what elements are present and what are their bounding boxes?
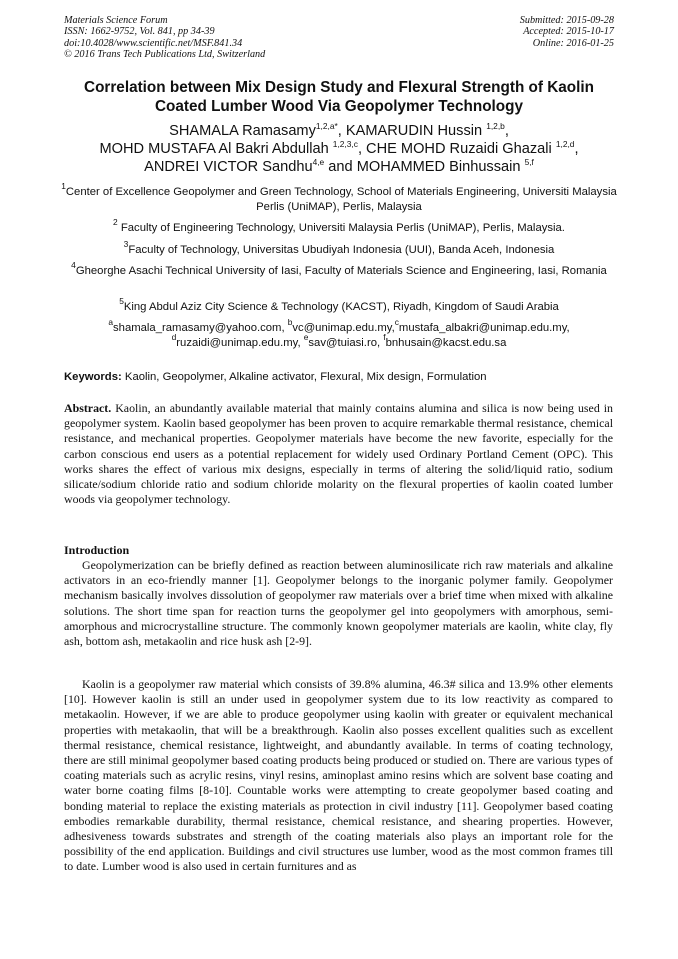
- author-superscript: 1,2,3,c: [332, 139, 358, 149]
- journal-info: [64, 15, 265, 61]
- online-date: Online: 2016-01-25: [532, 37, 614, 49]
- author-superscript: 1,2,b: [486, 121, 505, 131]
- author-name: SHAMALA Ramasamy: [169, 123, 316, 139]
- abstract-text: Kaolin, an abundantly available material that mainly contains alumina and silica is now being used in geopolymer system. Kaolin based geopolymer has been proven to acquire remarkable thermal resistance, chemical resistance, and mechanical properties. Geopolymer materials have become the new favorite, especially for the carbon conscious end users as a potential replacement for widely used Ordinary Portland Cement (OPC). This works shares the effect of various mix designs, especially in terms of altering the solid/liquid ratio, sodium silicate/sodium chloride ratio and sodium chloride molarity on the flexural properties of kaolin coated lumber woods via geopolymer technology.: [64, 401, 613, 507]
- email-link[interactable]: shamala_ramasamy@yahoo.com,: [113, 322, 288, 334]
- abstract: [64, 401, 613, 507]
- author-superscript: 1,2,d: [555, 139, 575, 149]
- affiliation-5: $^5$King Abdul Aziz City Science & Technology (KACST), Riyadh, Kingdom of Saudi Arabia: [119, 296, 559, 313]
- accepted-date: Accepted: 2015-10-17: [523, 26, 614, 38]
- keywords-label: Keywords:: [64, 371, 122, 383]
- author-superscript: 4,e: [312, 157, 325, 167]
- affiliation-2: $^2$ Faculty of Engineering Technology, Universiti Malaysia Perlis (UniMAP), Perlis, Malaysia.: [113, 217, 565, 234]
- keywords: [64, 370, 624, 384]
- journal-name: Materials Science Forum: [64, 15, 168, 26]
- author-name: CHE MOHD Ruzaidi Ghazali: [366, 141, 556, 157]
- paper-title: [50, 78, 628, 116]
- submitted-date: Submitted: 2015-09-28: [519, 15, 614, 26]
- journal-doi: doi:10.4028/www.scientific.net/MSF.841.34: [64, 37, 243, 49]
- author-superscript: 1,2,a*: [315, 121, 338, 131]
- submission-dates: [520, 15, 614, 49]
- email-link[interactable]: vc@unimap.edu.my,: [292, 322, 395, 334]
- email-link[interactable]: bnhusain@kacst.edu.sa: [385, 336, 507, 349]
- affiliation-1: $^1$Center of Excellence Geopolymer and Green Technology, School of Materials Engineering, Universiti Malaysia Perlis (UniMAP), Perlis, Malaysia: [61, 181, 617, 213]
- author-superscript: 5,f: [524, 157, 534, 167]
- affiliation-3: $^3$Faculty of Technology, Universitas Ubudiyah Indonesia (UUI), Banda Aceh, Indonesia: [123, 239, 555, 256]
- author-list: SHAMALA Ramasamy$^{1,2,a*}$, KAMARUDIN Hussin $^{1,2,b}$, MOHD MUSTAFA Al Bakri Abdullah $^{1,2,3,c}$, CHE MOHD Ruzaidi Ghazali $^{1,2,d}$, ANDREI VICTOR Sandhu$^{4,e}$ and MOHAMMED Binhussain $^{5,f}$: [99, 121, 579, 175]
- email-link[interactable]: mustafa_albakri@unimap.edu.my,: [398, 322, 570, 334]
- section-heading-introduction: Introduction: [64, 543, 130, 557]
- author-name: KAMARUDIN Hussin: [345, 123, 487, 139]
- title-line-2: Coated Lumber Wood Via Geopolymer Technology: [154, 98, 524, 115]
- title-line-1: Correlation between Mix Design Study and Flexural Strength of Kaolin: [84, 79, 594, 96]
- journal-issn: ISSN: 1662-9752, Vol. 841, pp 34-39: [64, 26, 215, 38]
- affiliation-4: $^4$Gheorghe Asachi Technical University of Iasi, Faculty of Materials Science and Engineering, Iasi, Romania: [71, 260, 607, 277]
- author-name: ANDREI VICTOR Sandhu: [144, 159, 313, 175]
- email-link[interactable]: ruzaidi@unimap.edu.my,: [176, 336, 304, 349]
- email-link[interactable]: sav@tuiasi.ro,: [308, 336, 384, 349]
- journal-copyright: © 2016 Trans Tech Publications Ltd, Switzerland: [64, 49, 266, 61]
- author-name: MOHAMMED Binhussain: [356, 159, 525, 175]
- keywords-text: Kaolin, Geopolymer, Alkaline activator, Flexural, Mix design, Formulation: [121, 371, 487, 383]
- abstract-label: Abstract.: [64, 401, 112, 415]
- introduction-paragraph-2: Kaolin is a geopolymer raw material which consists of 39.8% alumina, 46.3# silica and 13.9% other elements [10]. However kaolin is still an under used in geopolymer system due to its low reactivity as compared to metakaolin. However, if we are able to produce geopolymer using kaolin with greater or equivalent mechanical properties with metakaolin, that will be a breakthrough. Kaolin also posses excellent qualities such as excellent thermal resistance, chemical resistance, lightweight, and abundantly available. In terms of coating technology, there are still minimal geopolymer based coating products being produced or studied on. There are various types of coating materials such as acrylic resins, vinyl resins, aminoplast amino resins which are solvent base coating and water borne coating films [8-10]. Countable works were attempting to create geopolymer based coating and bonding material to replace the existing materials as protection in civil industry [11]. Geopolymer based coating embodies remarkable durability, thermal resistance, chemical resistance, and shearing properties. However, adhesiveness towards substrates and strength of the coating materials also plays an important role for the possibility of the end application. Buildings and civil structures use lumber, wood as the most common frames till to date. Lumber wood is also used in certain furnitures and as: [64, 677, 613, 874]
- introduction-paragraph-1: Geopolymerization can be briefly defined as reaction between aluminosilicate rich raw materials and alkaline activators in an eco-friendly manner [1]. Geopolymer belongs to the inorganic polymer family. Geopolymer mechanism basically involves dissolution of geopolymer raw materials over a brief time when mixed with alkaline solutions. The short time span for reaction turns the geopolymer gel into geopolymers with amorphous, semi-amorphous and microcrystalline structure. The commonly known geopolymer materials are kaolin, white clay, fly ash, bottom ash, metakaolin and rice husk ash [2-9].: [64, 558, 613, 649]
- author-emails: $^a$shamala_ramasamy@yahoo.com, $^b$vc@unimap.edu.my,$^c$mustafa_albakri@unimap.edu.my, $^d$ruzaidi@unimap.edu.my, $^e$sav@tuiasi.ro, $^f$bnhusain@kacst.edu.sa: [108, 317, 570, 349]
- author-name: MOHD MUSTAFA Al Bakri Abdullah: [99, 141, 333, 157]
